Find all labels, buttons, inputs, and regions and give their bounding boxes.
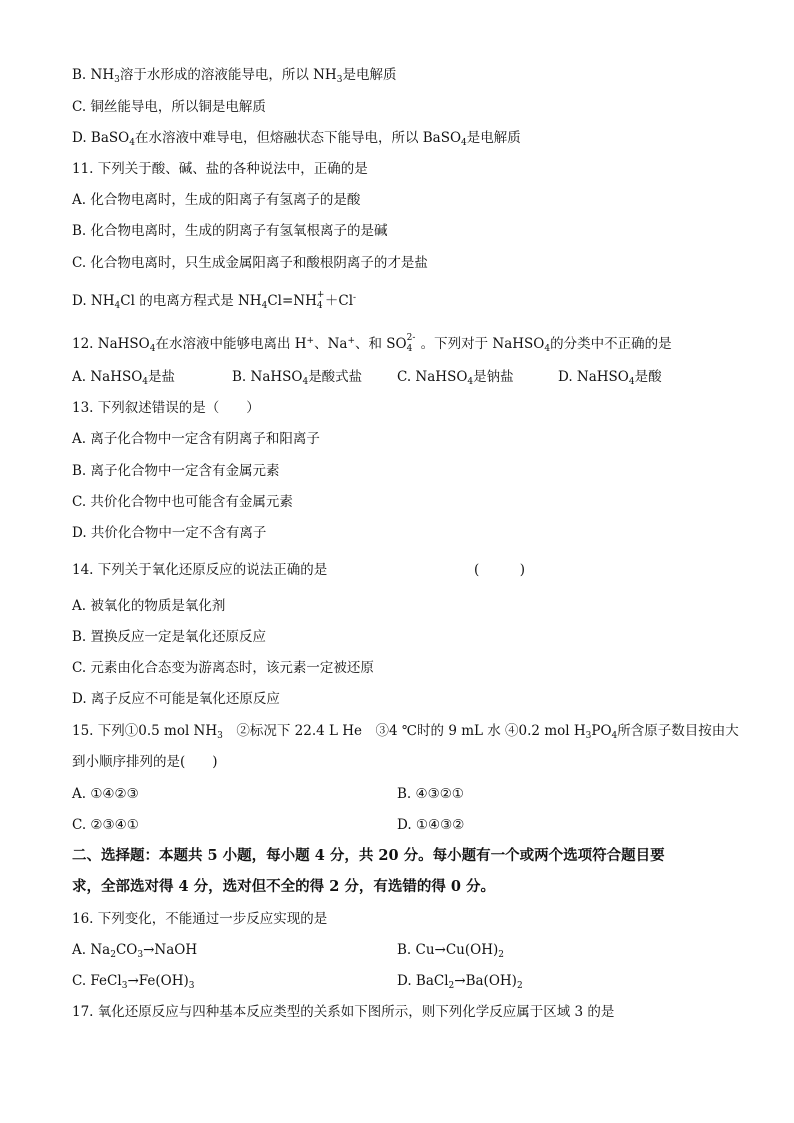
q16-stem: 16. 下列变化，不能通过一步反应实现的是 — [72, 911, 328, 927]
q11-option-b: B. 化合物电离时，生成的阴离子有氢氧根离子的是碱 — [72, 223, 388, 239]
q11-stem: 11. 下列关于酸、碱、盐的各种说法中，正确的是 — [72, 161, 368, 177]
q12-option-a: A. NaHSO$_4$是盐 — [72, 369, 176, 387]
q14-option-c: C. 元素由化合态变为游离态时，该元素一定被还原 — [72, 660, 374, 676]
q11-option-c: C. 化合物电离时，只生成金属阳离子和酸根阴离子的才是盐 — [72, 255, 428, 271]
q15-stem-line2: 到小顺序排列的是( ) — [72, 754, 218, 770]
q12-option-b: B. NaHSO$_4$是酸式盐 — [232, 369, 363, 387]
q15-option-a: A. ①④②③ — [72, 786, 139, 802]
q15-option-b: B. ④③②① — [397, 786, 464, 802]
q13-option-c: C. 共价化合物中也可能含有金属元素 — [72, 494, 293, 510]
q14-option-d: D. 离子反应不可能是氧化还原反应 — [72, 691, 280, 707]
q12-option-d: D. NaHSO$_4$是酸 — [558, 369, 662, 387]
q11-option-a: A. 化合物电离时，生成的阳离子有氢离子的是酸 — [72, 192, 361, 208]
q15-stem: 15. 下列①0.5 mol $NH_3$ ②标况下 22.4 L He ③4 ℃时的 9 mL 水 ④0.2 mol $H_3PO_4$所含原子数目按由大 — [72, 723, 739, 741]
section-heading-line2: 求，全部选对得 4 分，选对但不全的得 2 分，有选错的得 0 分。 — [72, 878, 496, 895]
q16-option-b: B. $Cu\to Cu(OH)_2$ — [397, 942, 504, 960]
q16-option-d: D. $BaCl_2\to Ba(OH)_2$ — [397, 973, 523, 991]
q14-answer-paren: ( ) — [474, 562, 526, 578]
q10-option-b: B. $NH_3$溶于水形成的溶液能导电，所以 $NH_3$是电解质 — [72, 67, 397, 85]
q11-option-d: D. $NH_4Cl$ 的电离方程式是 $NH_4Cl=NH$ + 4 ＋Cl- — [72, 290, 357, 311]
q16-option-a: A. $Na_2CO_3\to NaOH$ — [72, 942, 198, 960]
q13-option-b: B. 离子化合物中一定含有金属元素 — [72, 463, 280, 479]
q13-option-a: A. 离子化合物中一定含有阴离子和阳离子 — [72, 431, 320, 447]
q14-option-a: A. 被氧化的物质是氧化剂 — [72, 598, 226, 614]
q16-option-c: C. $FeCl_3\to Fe(OH)_3$ — [72, 973, 195, 991]
section-heading-line1: 二、选择题：本题共 5 小题，每小题 4 分，共 20 分。每小题有一个或两个选项符合题目要 — [72, 847, 665, 864]
q12-stem: 12. NaHSO$_4$在水溶液中能够电离出 H+、Na+、和 SO 2- 4 。下列对于 NaHSO$_4$的分类中不正确的是 — [72, 333, 672, 354]
q10-option-d: D. BaSO$_4$在水溶液中难导电，但熔融状态下能导电，所以 BaSO$_4$是电解质 — [72, 130, 521, 148]
q14-stem: 14. 下列关于氧化还原反应的说法正确的是 — [72, 562, 328, 578]
q17-stem: 17. 氧化还原反应与四种基本反应类型的关系如下图所示，则下列化学反应属于区域 3 的是 — [72, 1004, 615, 1020]
q13-stem: 13. 下列叙述错误的是（ ） — [72, 400, 260, 416]
q12-option-c: C. NaHSO$_4$是钠盐 — [397, 369, 514, 387]
q10-option-c: C. 铜丝能导电，所以铜是电解质 — [72, 99, 266, 115]
q15-option-d: D. ①④③② — [397, 817, 465, 833]
q14-option-b: B. 置换反应一定是氧化还原反应 — [72, 629, 267, 645]
q13-option-d: D. 共价化合物中一定不含有离子 — [72, 525, 267, 541]
q15-option-c: C. ②③④① — [72, 817, 139, 833]
